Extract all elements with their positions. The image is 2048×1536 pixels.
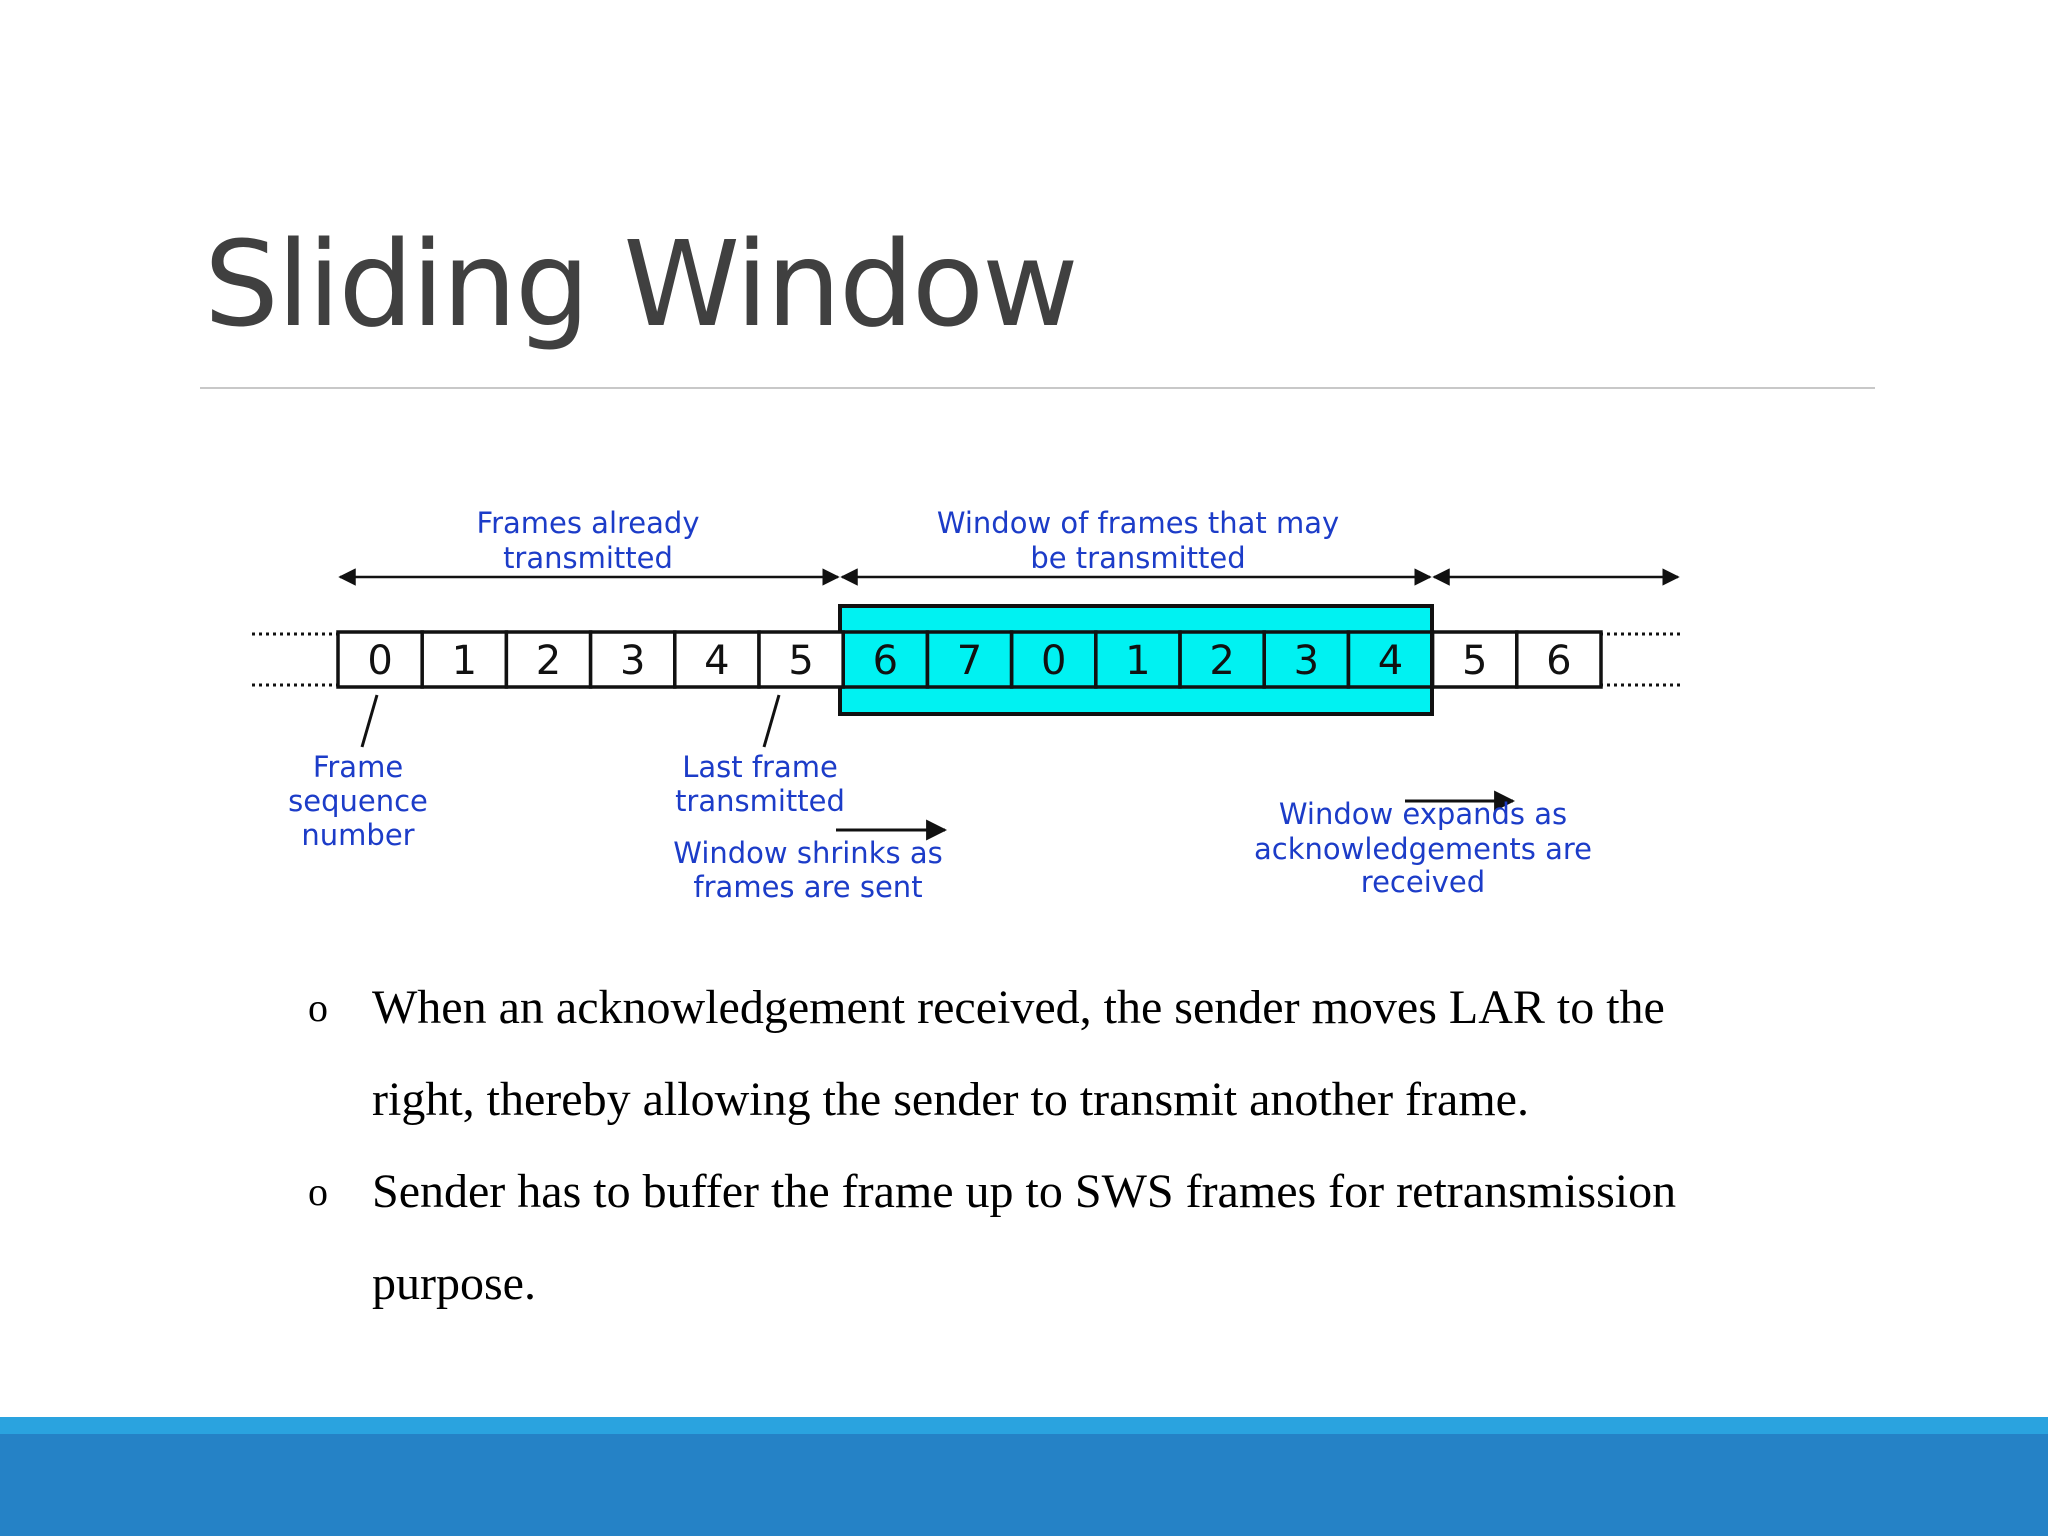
label-window-may-transmit-line2: be transmitted: [1030, 541, 1246, 575]
bullet-item: [300, 962, 1800, 1146]
frame-number: 5: [788, 638, 814, 684]
pointer-last-frame-transmitted: [764, 695, 779, 747]
bullet-list: [300, 962, 1800, 1330]
frame-number: 2: [1209, 638, 1235, 684]
label-last-frame-line1: Last frame: [682, 750, 838, 784]
frame-number: 7: [956, 638, 983, 684]
frame-number: 3: [619, 638, 646, 684]
label-window-shrinks-line2: frames are sent: [693, 870, 923, 904]
slide-title: Sliding Window: [204, 215, 1077, 353]
bullet-line: When an acknowledgement received, the sender moves LAR to the: [372, 981, 1665, 1034]
bullet-line: right, thereby allowing the sender to transmit another frame.: [372, 1073, 1529, 1126]
frame-number: 0: [1040, 638, 1067, 684]
label-window-expands-line1: Window expands as: [1278, 797, 1568, 831]
frame-number: 1: [451, 638, 478, 684]
label-window-may-transmit-line1: Window of frames that may: [936, 506, 1340, 540]
footer-bar: [0, 1434, 2048, 1536]
sliding-window-diagram: [230, 495, 1710, 930]
pointer-frame-sequence-number: [362, 695, 377, 747]
bullet-marker: o: [308, 985, 328, 1030]
frame-number: 0: [367, 638, 393, 684]
bullet-marker: o: [308, 1169, 328, 1214]
sliding-window-svg: [230, 495, 1710, 930]
label-window-shrinks-line1: Window shrinks as: [673, 836, 943, 870]
label-frame-sequence-line1: Frame: [312, 750, 404, 784]
footer-accent-stripe: [0, 1417, 2048, 1434]
frame-number: 6: [872, 638, 899, 684]
label-already-transmitted-line2: transmitted: [503, 541, 673, 575]
title-divider: [200, 387, 1875, 389]
bullet-item: [300, 1146, 1800, 1330]
frame-number: 5: [1461, 638, 1488, 684]
frame-number: 4: [1377, 638, 1404, 684]
frame-number: 1: [1125, 638, 1151, 684]
label-last-frame-line2: transmitted: [675, 784, 845, 818]
frame-number: 4: [704, 638, 730, 684]
bullet-line: purpose.: [372, 1257, 536, 1310]
bullet-line: Sender has to buffer the frame up to SWS frames for retransmission: [372, 1165, 1677, 1218]
label-window-expands-line3: received: [1360, 865, 1486, 899]
frame-number: 2: [535, 638, 562, 684]
label-frame-sequence-line3: number: [301, 818, 415, 852]
frame-number: 3: [1293, 638, 1320, 684]
label-frame-sequence-line2: sequence: [288, 784, 428, 818]
label-already-transmitted-line1: Frames already: [476, 506, 700, 540]
frame-number: 6: [1546, 638, 1572, 684]
label-window-expands-line2: acknowledgements are: [1254, 832, 1592, 866]
